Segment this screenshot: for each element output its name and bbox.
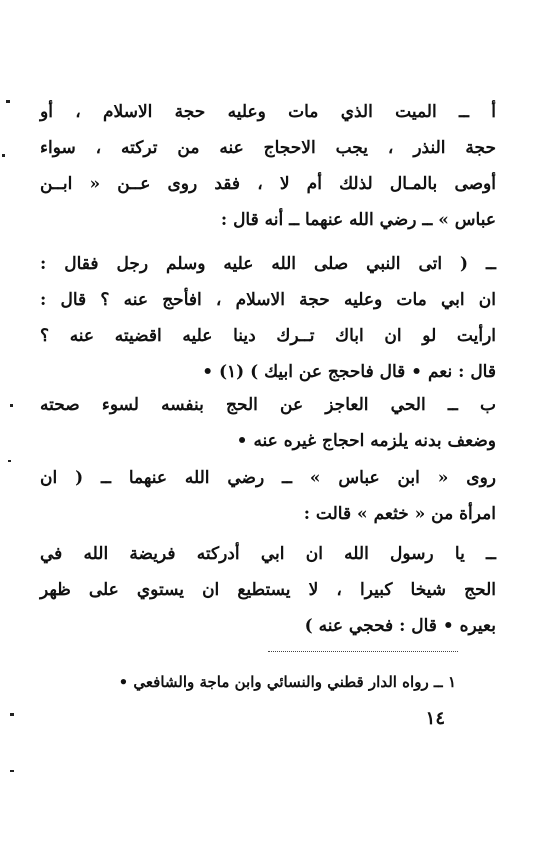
paragraph-b-line-2: وضعف بدنه يلزمه احجاج غيره عنه • [236, 431, 496, 451]
paragraph-a-line-1: أ ــ الميت الذي مات وعليه حجة الاسلام ، أو [40, 102, 496, 122]
hadith-a-line-1: ــ ( اتى النبي صلى الله عليه وسلم رجل فقال : [40, 254, 496, 274]
scan-speck [10, 713, 14, 716]
scan-speck [2, 154, 5, 157]
footnote: ١ ــ رواه الدار قطني والنسائي وابن ماجة والشافعي • [118, 673, 456, 691]
narration-b-line-2: امرأة من « خثعم » قالت : [303, 504, 496, 524]
paragraph-b-line-1: ب ــ الحي العاجز عن الحج بنفسه لسوء صحته [40, 395, 496, 415]
hadith-b [40, 536, 496, 644]
footnote-separator [268, 651, 458, 652]
hadith-a-line-2: ان ابي مات وعليه حجة الاسلام ، افأحج عنه ؟ قال : [40, 290, 496, 310]
scan-speck [10, 770, 14, 772]
paragraph-a-line-3: أوصى بالمـال لذلك أم لا ، فقد روى عــن « ابــن [40, 174, 496, 194]
narration-b-line-1: روى « ابن عباس » ــ رضي الله عنهما ــ ( ان [40, 468, 496, 488]
hadith-b-line-3: بعيره • قال : فحجي عنه ) [304, 616, 496, 636]
hadith-b-line-2: الحج شيخا كبيرا ، لا يستطيع ان يستوي على ظهر [40, 580, 496, 600]
hadith-a-line-4: قال : نعم • قال فاحجج عن ابيك ) (١) • [202, 362, 496, 382]
paragraph-a [40, 94, 496, 238]
narration-b [40, 460, 496, 532]
scan-speck [10, 404, 13, 407]
paragraph-a-line-4: عباس » ــ رضي الله عنهما ــ أنه قال : [220, 210, 496, 230]
hadith-b-line-1: ــ يا رسول الله ان ابي أدركته فريضة الله في [40, 544, 496, 564]
paragraph-a-line-2: حجة النذر ، يجب الاحجاج عنه من تركته ، سواء [40, 138, 496, 158]
hadith-a [40, 246, 496, 390]
page-number: ١٤ [425, 708, 445, 729]
hadith-a-line-3: ارأيت لو ان اباك تــرك دينا عليه اقضيته عنه ؟ [40, 326, 496, 346]
scan-speck [6, 100, 10, 103]
scan-speck [8, 460, 11, 462]
paragraph-b [40, 387, 496, 459]
